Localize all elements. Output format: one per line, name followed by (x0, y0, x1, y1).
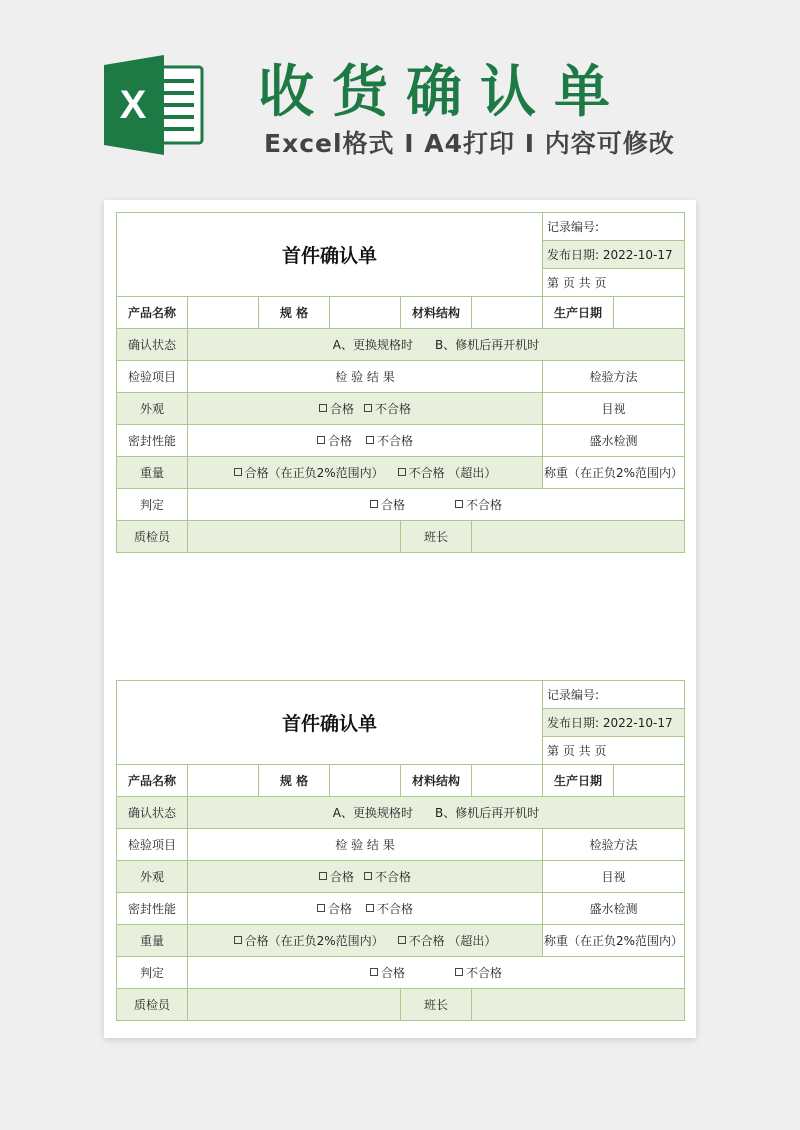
checkbox-icon[interactable] (366, 436, 374, 444)
inspector-cell[interactable] (188, 989, 401, 1021)
seal-method: 盛水检测 (543, 425, 685, 457)
material-label: 材料结构 (401, 765, 472, 797)
inspect-result-label: 检 验 结 果 (188, 361, 543, 393)
spec-cell[interactable] (330, 297, 401, 329)
weight-result: 合格（在正负2%范围内） 不合格 （超出） (188, 457, 543, 489)
confirm-state-label: 确认状态 (117, 329, 188, 361)
checkbox-icon[interactable] (366, 904, 374, 912)
checkbox-icon[interactable] (319, 404, 327, 412)
checkbox-icon[interactable] (455, 968, 463, 976)
appearance-method: 目视 (543, 861, 685, 893)
record-no-label: 记录编号: (543, 681, 685, 709)
weight-label: 重量 (117, 457, 188, 489)
leader-label: 班长 (401, 521, 472, 553)
checkbox-icon[interactable] (370, 968, 378, 976)
issue-date-field: 发布日期: 2022-10-17 (543, 709, 685, 737)
checkbox-icon[interactable] (234, 936, 242, 944)
document-page (104, 200, 696, 1038)
page-title: 收货确认单 (258, 60, 628, 125)
material-cell[interactable] (472, 297, 543, 329)
product-name-cell[interactable] (188, 297, 259, 329)
product-name-label: 产品名称 (117, 765, 188, 797)
appearance-method: 目视 (543, 393, 685, 425)
leader-cell[interactable] (472, 521, 685, 553)
excel-logo-icon (104, 55, 204, 155)
seal-result: 合格 不合格 (188, 893, 543, 925)
inspect-item-label: 检验项目 (117, 361, 188, 393)
seal-label: 密封性能 (117, 893, 188, 925)
weight-method: 称重（在正负2%范围内） (543, 457, 685, 489)
spec-label: 规 格 (259, 765, 330, 797)
page-subtitle: Excel格式 I A4打印 I 内容可修改 (264, 129, 675, 158)
checkbox-icon[interactable] (364, 872, 372, 880)
judge-label: 判定 (117, 957, 188, 989)
checkbox-icon[interactable] (364, 404, 372, 412)
production-date-label: 生产日期 (543, 297, 614, 329)
page-count-label: 第 页 共 页 (543, 269, 685, 297)
checkbox-icon[interactable] (455, 500, 463, 508)
confirm-state-label: 确认状态 (117, 797, 188, 829)
weight-label: 重量 (117, 925, 188, 957)
seal-method: 盛水检测 (543, 893, 685, 925)
leader-cell[interactable] (472, 989, 685, 1021)
form-title: 首件确认单 (117, 213, 543, 297)
checkbox-icon[interactable] (398, 468, 406, 476)
appearance-label: 外观 (117, 861, 188, 893)
confirm-state-options: A、更换规格时 B、修机后再开机时 (188, 329, 685, 361)
appearance-result: 合格 不合格 (188, 393, 543, 425)
checkbox-icon[interactable] (317, 904, 325, 912)
checkbox-icon[interactable] (234, 468, 242, 476)
material-cell[interactable] (472, 765, 543, 797)
production-date-cell[interactable] (614, 297, 685, 329)
inspect-method-label: 检验方法 (543, 361, 685, 393)
page-count-label: 第 页 共 页 (543, 737, 685, 765)
judge-label: 判定 (117, 489, 188, 521)
confirmation-form (116, 212, 685, 553)
record-no-label: 记录编号: (543, 213, 685, 241)
production-date-label: 生产日期 (543, 765, 614, 797)
appearance-result: 合格 不合格 (188, 861, 543, 893)
checkbox-icon[interactable] (398, 936, 406, 944)
issue-date-field: 发布日期: 2022-10-17 (543, 241, 685, 269)
inspector-label: 质检员 (117, 521, 188, 553)
production-date-cell[interactable] (614, 765, 685, 797)
spec-label: 规 格 (259, 297, 330, 329)
svg-text:X: X (119, 83, 147, 127)
inspector-cell[interactable] (188, 521, 401, 553)
judge-result: 合格 不合格 (188, 489, 685, 521)
confirm-state-options: A、更换规格时 B、修机后再开机时 (188, 797, 685, 829)
confirmation-form (116, 680, 685, 1021)
leader-label: 班长 (401, 989, 472, 1021)
seal-result: 合格 不合格 (188, 425, 543, 457)
seal-label: 密封性能 (117, 425, 188, 457)
checkbox-icon[interactable] (370, 500, 378, 508)
appearance-label: 外观 (117, 393, 188, 425)
checkbox-icon[interactable] (317, 436, 325, 444)
form-title: 首件确认单 (117, 681, 543, 765)
spec-cell[interactable] (330, 765, 401, 797)
weight-result: 合格（在正负2%范围内） 不合格 （超出） (188, 925, 543, 957)
weight-method: 称重（在正负2%范围内） (543, 925, 685, 957)
inspector-label: 质检员 (117, 989, 188, 1021)
inspect-method-label: 检验方法 (543, 829, 685, 861)
inspect-item-label: 检验项目 (117, 829, 188, 861)
product-name-cell[interactable] (188, 765, 259, 797)
inspect-result-label: 检 验 结 果 (188, 829, 543, 861)
material-label: 材料结构 (401, 297, 472, 329)
judge-result: 合格 不合格 (188, 957, 685, 989)
checkbox-icon[interactable] (319, 872, 327, 880)
product-name-label: 产品名称 (117, 297, 188, 329)
